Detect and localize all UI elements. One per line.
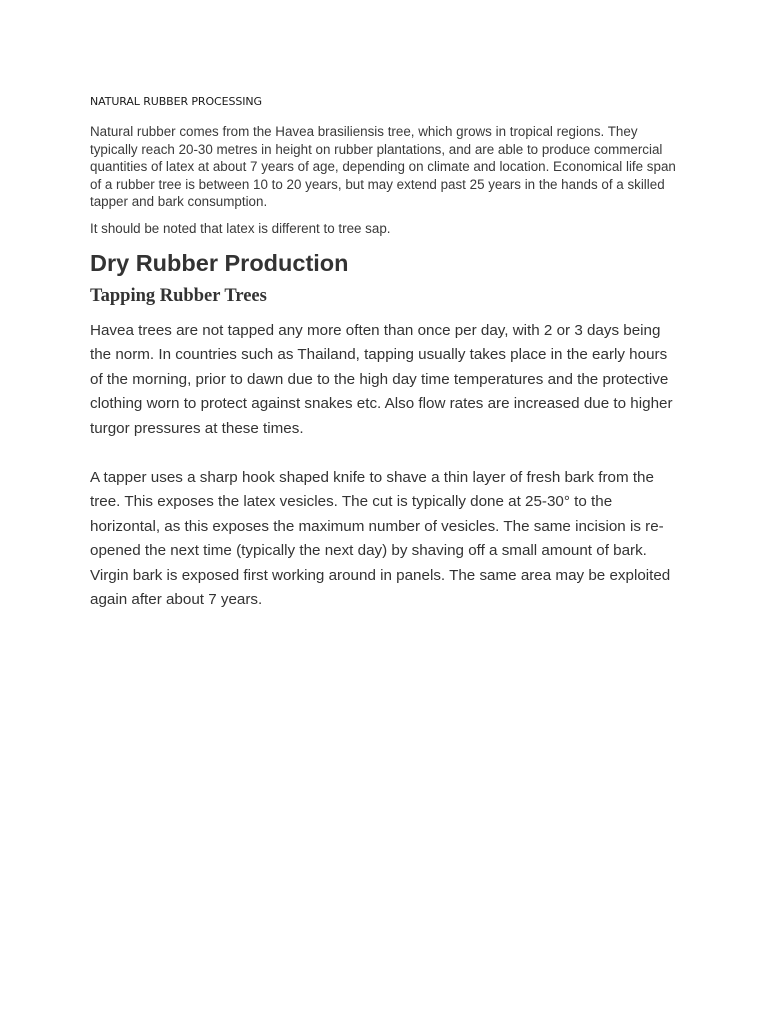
body-paragraph-2: A tapper uses a sharp hook shaped knife to shave a thin layer of fresh bark from the tree. This exposes the latex vesicles. The cut is typically done at 25-30° to the horizontal, as this exposes the maximum number of vesicles. The same incision is re-opened the next time (typically the next day) by shaving off a small amount of bark. Virgin bark is exposed first working around in panels. The same area may be exploited again after about 7 years. [90,468,671,609]
section-heading: Dry Rubber Production [90,249,349,276]
document-page [90,94,680,613]
intro-paragraph: Natural rubber comes from the Havea brasiliensis tree, which grows in tropical regions. They typically reach 20-30 metres in height on rubber plantations, and are able to produce commercial quantities of latex at about 7 years of age, depending on climate and location. Economical life span of a rubber tree is between 10 to 20 years, but may extend past 25 years in the hands of a skilled tapper and bark consumption. [90,124,676,210]
body-paragraph-1: Havea trees are not tapped any more often than once per day, with 2 or 3 days being the norm. In countries such as Thailand, tapping usually takes place in the early hours of the morning, prior to dawn due to the high day time temperatures and the protective clothing worn to protect against snakes etc. Also flow rates are increased due to higher turgor pressures at these times. [90,321,673,437]
document-title: NATURAL RUBBER PROCESSING [90,95,262,108]
subsection-heading: Tapping Rubber Trees [90,285,267,306]
note-paragraph: It should be noted that latex is different to tree sap. [90,220,391,236]
